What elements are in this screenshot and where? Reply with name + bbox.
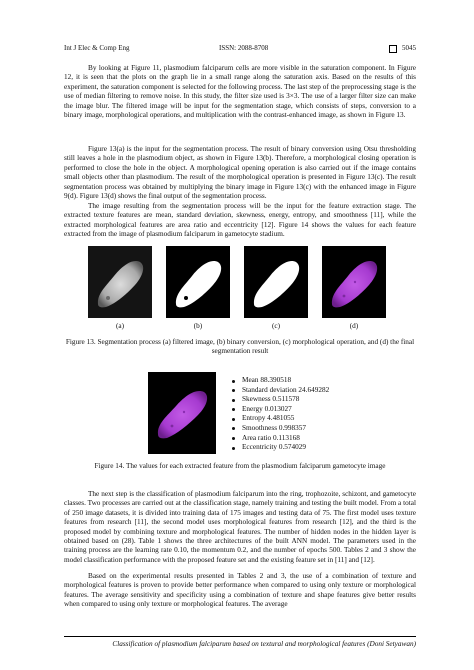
feature-item: Area ratio 0.113168 xyxy=(232,434,329,444)
feature-item: Eccentricity 0.574029 xyxy=(232,443,329,453)
feature-item: Mean 88.390518 xyxy=(232,376,329,386)
paragraph-3: The image resulting from the segmentation process will be the input for the feature extraction stage. The extracted texture features are mean, standard deviation, skewness, energy, entropy, and smoothness [11], while the extracted morphological features are area ratio and eccentricity [12]. Figure 14 shows the values for each feature extracted from the image of plasmodium falciparum in gametocyte stadium. xyxy=(64,202,416,239)
segmented-image xyxy=(322,246,386,318)
journal-name: Int J Elec & Comp Eng xyxy=(64,44,130,52)
running-footer: Classification of plasmodium falciparum based on textural and morphological features (Doni Setyawan) xyxy=(112,640,416,648)
paragraph-2: Figure 13(a) is the input for the segmentation process. The result of binary conversion using Otsu thresholding still leaves a hole in the plasmodium object, as shown in Figure 13(b). Therefore, a morphological closing operation is performed to close the hole in the object. A morphological opening operation is also carried out if the image contains small objects other than plasmodium. The result of the morphological operation is presented in Figure 13(c). The result segmentation process was obtained by multiplying the binary image in Figure 13(c) with the enhanced image in Figure 9(d). Figure 13(d) shows the final output of the segmentation process. xyxy=(64,145,416,201)
feature-item: Smoothness 0.998357 xyxy=(232,424,329,434)
binary-image xyxy=(166,246,230,318)
feature-values-list xyxy=(232,376,329,453)
gametocyte-image xyxy=(148,372,216,454)
feature-item: Skewness 0.511578 xyxy=(232,395,329,405)
sublabel-c: (c) xyxy=(271,322,281,330)
square-icon xyxy=(389,45,397,53)
page-number: 5045 xyxy=(402,44,416,52)
paragraph-1: By looking at Figure 11, plasmodium falciparum cells are more visible in the saturation component. In Figure 12, it is seen that the plots on the graph lie in a small range along the saturation axis. Based on the results of this experiment, the saturation component is selected for the following process. The last step of the preprocessing stage is the use of median filtering to remove noise. In this study, the filter size used is 3×3. The use of a larger filter size can make the image blur. The filtered image will be input for the segmentation stage, which consists of steps, conversion to a binary image, morphological operations, and multiplication with the contrast-enhanced image, as shown in Figure 13. xyxy=(64,64,416,120)
running-header xyxy=(64,44,416,56)
figure-13-caption: Figure 13. Segmentation process (a) filtered image, (b) binary conversion, (c) morphological operation, and (d) the final segmentation result xyxy=(65,338,415,356)
figure-14-caption: Figure 14. The values for each extracted feature from the plasmodium falciparum gametocyte image xyxy=(94,462,386,470)
feature-item: Standard deviation 24.649282 xyxy=(232,386,329,396)
feature-item: Entropy 4.481055 xyxy=(232,414,329,424)
filtered-image xyxy=(88,246,152,318)
figure-13 xyxy=(88,246,388,330)
footer-rule xyxy=(64,636,416,637)
feature-item: Energy 0.013027 xyxy=(232,405,329,415)
sublabel-d: (d) xyxy=(349,322,359,330)
paragraph-4: The next step is the classification of plasmodium falciparum into the ring, trophozoite, schizont, and gametocyte classes. Two processes are carried out at the classification stage, namely training and testing the built model. From a total of 250 image datasets, it is divided into training data of 175 images and testing data of 75. The first model uses texture features from research [11], the second model uses morphological features from research [12], and the third is the proposed model by combining texture and morphological features. The number of hidden nodes in the hidden layer is obtained based on (28). Table 1 shows the three architectures of the built ANN model. The parameters used in the training process are the learning rate 0.10, the momentum 0.2, and the number of epochs 500. Tables 2 and 3 show the model classification performance with the proposed feature set and the existing feature set in [11] and [12]. xyxy=(64,490,416,564)
paragraph-5: Based on the experimental results presented in Tables 2 and 3, the use of a combination of texture and morphological features is proven to provide better performance when compared to using only texture or morphological features. The average sensitivity and specificity using a combination of texture and shape features give better results when compared to using only texture or morphological features. The average xyxy=(64,572,416,609)
issn: ISSN: 2088-8708 xyxy=(219,44,269,52)
morphological-image xyxy=(244,246,308,318)
sublabel-b: (b) xyxy=(193,322,203,330)
sublabel-a: (a) xyxy=(115,322,125,330)
